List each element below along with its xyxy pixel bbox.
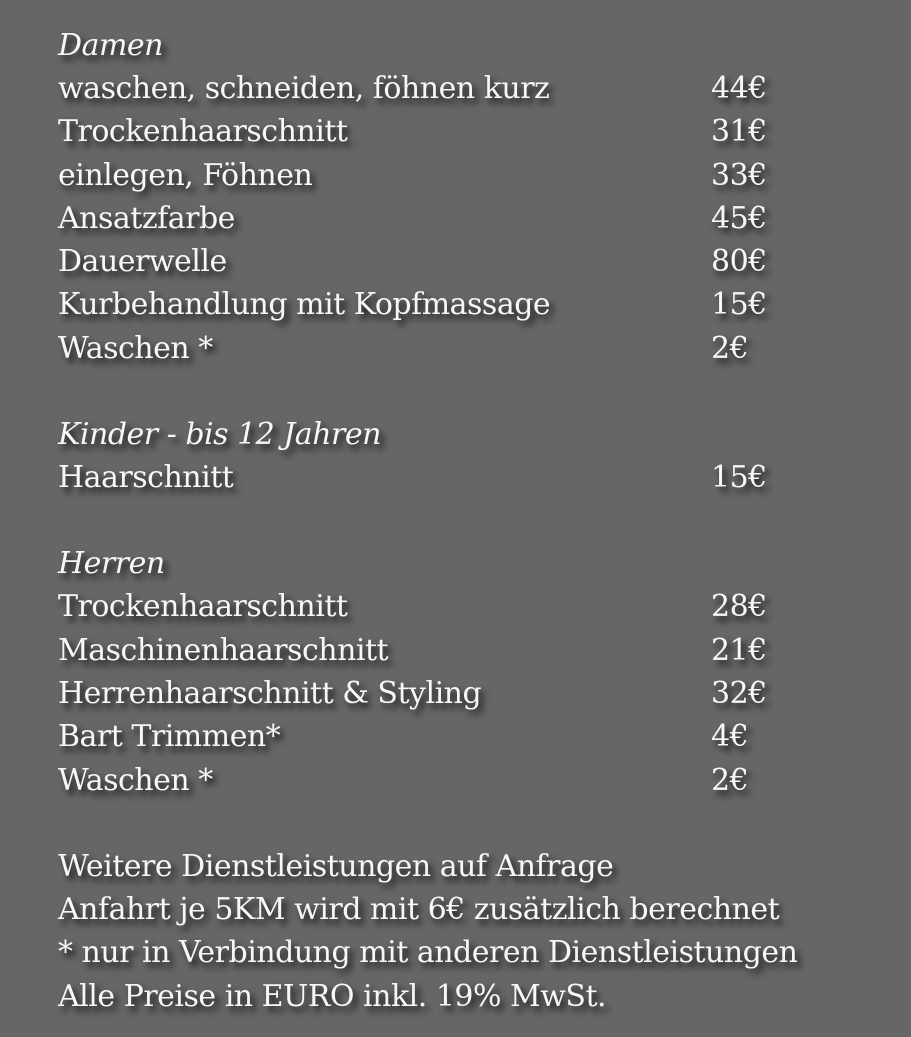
section-damen <box>58 24 888 370</box>
price-row <box>58 240 888 283</box>
service-price: 21€ <box>711 632 767 668</box>
note-line: * nur in Verbindung mit anderen Dienstleistungen <box>58 935 798 971</box>
service-price: 28€ <box>711 589 767 625</box>
service-price: 45€ <box>711 200 767 236</box>
service-price: 4€ <box>711 719 749 755</box>
price-row <box>58 629 888 672</box>
note-line: Anfahrt je 5KM wird mit 6€ zusätzlich berechnet <box>58 892 780 928</box>
service-price: 15€ <box>711 287 767 323</box>
service-price: 80€ <box>711 244 767 280</box>
price-row <box>58 456 888 499</box>
service-name: waschen, schneiden, föhnen kurz <box>58 71 550 106</box>
service-name: Waschen * <box>58 330 213 366</box>
note-line: Alle Preise in EURO inkl. 19% MwSt. <box>58 978 607 1014</box>
price-row <box>58 283 888 326</box>
price-list <box>58 24 888 1018</box>
service-price: 33€ <box>711 157 767 193</box>
service-name: Kurbehandlung mit Kopfmassage <box>58 287 551 323</box>
service-name: Trockenhaarschnitt <box>58 589 348 625</box>
price-row <box>58 715 888 758</box>
service-name: Waschen * <box>58 762 213 798</box>
service-price: 31€ <box>711 114 767 150</box>
section-title: Damen <box>58 28 163 63</box>
service-price: 2€ <box>711 330 749 366</box>
section-kinder <box>58 413 888 499</box>
service-name: Haarschnitt <box>58 460 234 496</box>
service-price: 32€ <box>711 675 767 711</box>
service-name: Maschinenhaarschnitt <box>58 632 389 668</box>
price-row <box>58 67 888 110</box>
price-row <box>58 110 888 153</box>
service-price: 15€ <box>711 460 767 496</box>
price-row <box>58 672 888 715</box>
service-price: 2€ <box>711 762 749 798</box>
note-line: Weitere Dienstleistungen auf Anfrage <box>58 848 614 884</box>
service-name: Ansatzfarbe <box>58 200 235 236</box>
service-name: Dauerwelle <box>58 244 227 280</box>
service-name: Herrenhaarschnitt & Styling <box>58 675 482 711</box>
service-name: Trockenhaarschnitt <box>58 114 348 150</box>
footer-notes <box>58 845 888 1018</box>
price-row <box>58 327 888 370</box>
price-row <box>58 585 888 628</box>
price-row <box>58 154 888 197</box>
section-title: Kinder - bis 12 Jahren <box>58 417 381 453</box>
price-row <box>58 759 888 802</box>
section-herren <box>58 542 888 801</box>
service-name: Bart Trimmen* <box>58 719 281 755</box>
price-row <box>58 197 888 240</box>
service-price: 44€ <box>711 71 767 106</box>
section-title: Herren <box>58 546 165 582</box>
service-name: einlegen, Föhnen <box>58 157 313 193</box>
